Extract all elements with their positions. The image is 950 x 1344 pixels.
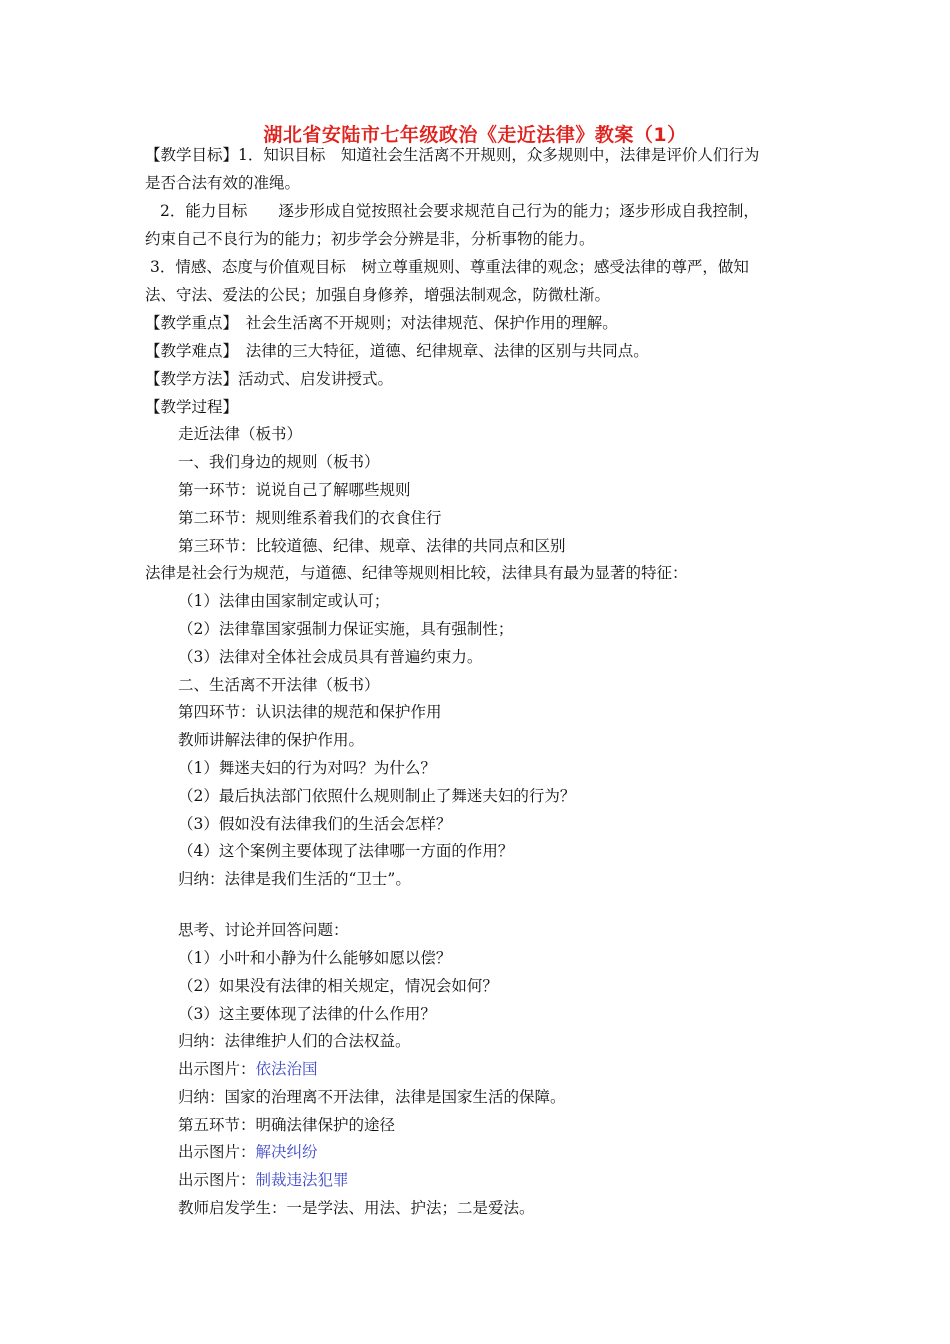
link-rule-of-law[interactable]: 依法治国 bbox=[255, 1060, 318, 1078]
difficulties: 【教学难点】 法律的三大特征，道德、纪律规章、法律的区别与共同点。 bbox=[145, 342, 649, 360]
discussion-question-1: （1）小叶和小静为什么能够如愿以偿？ bbox=[178, 949, 452, 967]
show-picture-label: 出示图片： bbox=[178, 1171, 256, 1189]
teacher-inspires: 教师启发学生：一是学法、用法、护法；二是爱法。 bbox=[178, 1199, 535, 1217]
objectives-line-2: 是否合法有效的准绳。 bbox=[145, 174, 301, 192]
step-2: 第二环节：规则维系着我们的衣食住行 bbox=[178, 509, 442, 527]
link-punish-crime[interactable]: 制裁违法犯罪 bbox=[255, 1171, 349, 1189]
step-1: 第一环节：说说自己了解哪些规则 bbox=[178, 481, 411, 499]
summary-3: 归纳：国家的治理离不开法律，法律是国家生活的保障。 bbox=[178, 1088, 566, 1106]
step-4: 第四环节：认识法律的规范和保护作用 bbox=[178, 703, 442, 721]
link-resolve-disputes[interactable]: 解决纠纷 bbox=[255, 1143, 318, 1161]
question-2: （2）最后执法部门依照什么规则制止了舞迷夫妇的行为？ bbox=[178, 787, 576, 805]
key-points: 【教学重点】 社会生活离不开规则；对法律规范、保护作用的理解。 bbox=[145, 314, 618, 332]
teacher-explains: 教师讲解法律的保护作用。 bbox=[178, 731, 365, 749]
step-3: 第三环节：比较道德、纪律、规章、法律的共同点和区别 bbox=[178, 537, 566, 555]
objectives-emotion-line-1: 3．情感、态度与价值观目标 树立尊重规则、尊重法律的观念；感受法律的尊严，做知 bbox=[150, 258, 749, 276]
show-picture-line-3 bbox=[178, 1170, 349, 1190]
show-picture-line-2 bbox=[178, 1142, 318, 1162]
question-4: （4）这个案例主要体现了法律哪一方面的作用？ bbox=[178, 842, 514, 860]
summary-1: 归纳：法律是我们生活的“卫士”。 bbox=[178, 870, 411, 888]
show-picture-line-1 bbox=[178, 1059, 318, 1079]
question-3: （3）假如没有法律我们的生活会怎样？ bbox=[178, 815, 452, 833]
discussion-question-2: （2）如果没有法律的相关规定，情况会如何？ bbox=[178, 977, 498, 995]
objectives-ability-line-1: 2．能力目标 逐步形成自觉按照社会要求规范自己行为的能力；逐步形成自我控制， bbox=[160, 202, 759, 220]
show-picture-label: 出示图片： bbox=[178, 1060, 256, 1078]
section-2-heading: 二、生活离不开法律（板书） bbox=[178, 676, 380, 694]
law-feature-3: （3）法律对全体社会成员具有普遍约束力。 bbox=[178, 648, 483, 666]
teaching-process-heading: 【教学过程】 bbox=[145, 398, 239, 416]
question-1: （1）舞迷夫妇的行为对吗？为什么？ bbox=[178, 759, 436, 777]
objectives-emotion-line-2: 法、守法、爱法的公民；加强自身修养，增强法制观念，防微杜渐。 bbox=[145, 286, 611, 304]
law-features-intro: 法律是社会行为规范，与道德、纪律等规则相比较，法律具有最为显著的特征： bbox=[145, 564, 688, 582]
law-feature-2: （2）法律靠国家强制力保证实施，具有强制性； bbox=[178, 620, 514, 638]
board-title: 走近法律（板书） bbox=[178, 425, 303, 443]
document-title: 湖北省安陆市七年级政治《走近法律》教案（1） bbox=[263, 124, 687, 146]
objectives-line-1: 【教学目标】1．知识目标 知道社会生活离不开规则，众多规则中，法律是评价人们行为 bbox=[145, 146, 760, 164]
discussion-heading: 思考、讨论并回答问题： bbox=[178, 921, 349, 939]
step-5: 第五环节：明确法律保护的途径 bbox=[178, 1116, 396, 1134]
show-picture-label: 出示图片： bbox=[178, 1143, 256, 1161]
discussion-question-3: （3）这主要体现了法律的什么作用？ bbox=[178, 1005, 436, 1023]
teaching-methods: 【教学方法】活动式、启发讲授式。 bbox=[145, 370, 394, 388]
law-feature-1: （1）法律由国家制定或认可； bbox=[178, 592, 390, 610]
section-1-heading: 一、我们身边的规则（板书） bbox=[178, 453, 380, 471]
objectives-ability-line-2: 约束自己不良行为的能力；初步学会分辨是非，分析事物的能力。 bbox=[145, 230, 595, 248]
summary-2: 归纳：法律维护人们的合法权益。 bbox=[178, 1032, 411, 1050]
